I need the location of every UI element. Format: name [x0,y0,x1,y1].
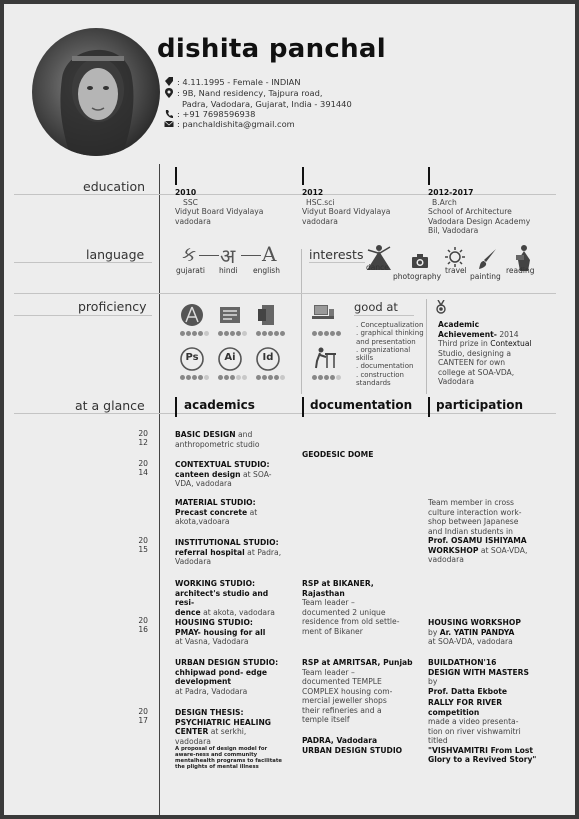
rating-dot-filled [274,331,279,336]
item-subtitle: WORKSHOP [428,545,479,555]
skill-dots-desk [312,328,342,336]
gujarati-glyph: ક [182,242,197,266]
item-text: akota,vadoara [175,517,230,526]
good-at-item: standards [356,379,391,388]
year-marker: 20 14 [138,459,148,477]
item-text: at Padra, Vadodara [175,686,248,696]
education-entry [302,188,390,226]
timeline-tick [302,397,304,417]
divider [14,262,152,263]
award-title-1: Academic [438,320,480,329]
item-title: MATERIAL STUDIO: [175,498,256,507]
rating-dot-filled [330,375,335,380]
rating-dot-filled [280,331,285,336]
resume-page [4,4,575,815]
rating-dot-filled [256,331,261,336]
item-text: residence from old settle- [302,617,400,626]
header-documentation: documentation [310,398,413,412]
skill-label: Ps [185,352,199,363]
rating-dot-filled [318,375,323,380]
item-text: at serkhi, [208,727,247,736]
skill-label: Ai [224,352,236,363]
good-at-item: . organizational [356,345,411,354]
year-marker: 20 12 [138,429,148,447]
language-label: english [253,266,280,275]
item-subtitle: URBAN DESIGN STUDIO [302,745,403,755]
timeline-tick [428,167,430,185]
timeline-tick [302,167,304,185]
divider [301,299,302,394]
rating-dot-filled [312,375,317,380]
section-interests: interests [309,247,364,262]
item-text: Team leader – [302,598,355,607]
education-degree: HSC.sci [306,197,335,207]
education-line3: Vadodara Design Academy [428,216,531,226]
connector [199,255,219,256]
rating-dot-empty [242,331,247,336]
academic-item [175,460,287,489]
item-title: BASIC DESIGN [175,430,236,439]
year-marker: 20 17 [138,707,148,725]
item-text: culture interaction work- [428,507,522,517]
skill-dots [180,372,210,380]
email-line [166,119,295,129]
item-subtitle: Precast concrete [175,507,248,517]
award-line-2b: Studio, [438,348,465,358]
academic-item [175,618,287,647]
rating-dot-filled [198,331,203,336]
item-subtitle: referral hospital [175,547,245,557]
item-subtitle: CENTER [175,727,209,736]
item-text: shop between Japanese [428,517,519,526]
good-at-item: . construction [356,370,404,379]
education-board: Vidyut Board Vidyalaya [302,207,391,216]
item-text: at akota, vadodara [200,607,275,617]
academic-item [175,579,287,617]
item-subtitle: PSYCHIATRIC HEALING [175,717,272,727]
rating-dot-filled [218,331,223,336]
hindi-glyph: अ [220,244,236,268]
award-line-1: Third prize in [438,339,488,348]
divider [354,315,414,316]
item-text: made a video presenta- [428,717,519,726]
rating-dot-filled [218,375,223,380]
item-title: URBAN DESIGN STUDIO: [175,658,279,667]
item-subtitle: Glory to a Revived Story" [428,755,537,764]
item-title: Prof. OSAMU ISHIYAMA [428,536,527,545]
skill-dots [218,372,248,380]
interest-label: dance [366,263,389,272]
item-text: by [428,627,440,637]
item-text: temple itself [302,715,350,724]
item-text: at Padra, [244,547,282,557]
year-marker: 20 16 [138,616,148,634]
education-place: vadodara [302,216,338,226]
item-text: at [247,507,258,517]
item-text: by [428,677,438,686]
item-subtitle: Ar. YATIN PANDYA [439,627,515,637]
profile-photo [32,28,160,156]
skill-rating [218,321,248,340]
item-note: A proposal of design model for aware-ness and community mentalhealth programs to facilitate the plights of mental illness [175,746,282,770]
dob-text: : 4.11.1995 - Female - INDIAN [177,77,301,87]
item-text: documented TEMPLE [302,677,382,686]
item-subtitle: architect's studio and resi- [175,588,269,607]
rating-dot-filled [318,331,323,336]
item-subtitle: dence [175,607,201,617]
rating-dot-filled [224,375,229,380]
divider [309,262,365,263]
education-degree: SSC [183,197,198,207]
good-at-item: . graphical thinking [356,329,424,338]
timeline-line [159,164,160,815]
divider [301,249,302,299]
rating-dot-filled [186,375,191,380]
item-title: PADRA, Vadodara [302,736,378,745]
camera-icon [412,254,428,268]
education-entry [428,188,530,236]
item-title: GEODESIC DOME [302,450,374,459]
item-title: DESIGN THESIS: [175,708,244,717]
address-text-1: : 9B, Nand residency, Tajpura road, [177,88,323,98]
good-at-item: skills [356,354,374,363]
skill-rating [256,321,286,340]
item-subtitle: canteen design [175,469,241,479]
divider [426,299,427,394]
item-title: WORKING STUDIO: [175,579,256,588]
documentation-item [302,450,414,460]
good-at-item: . Conceptualization [356,321,424,329]
header-participation: participation [436,398,524,412]
timeline-tick [428,397,430,417]
envelope-icon [164,119,174,129]
item-title: RSP at BIKANER, Rajasthan [302,579,374,598]
academic-item [175,430,287,449]
skill-rating [180,321,210,340]
skill-dots [256,328,286,336]
divider [14,293,556,294]
rating-dot-empty [236,375,241,380]
item-text: Team member in cross [428,498,515,507]
timeline-tick [175,397,177,417]
interest-label: travel [445,266,467,275]
location-pin-icon [164,88,174,98]
section-education: education [83,179,146,194]
item-subtitle: Prof. Datta Ekbote [428,686,508,696]
item-text: tion on river vishwamitri [428,726,521,736]
participation-item [428,658,540,696]
good-at-item: . documentation [356,362,414,371]
email-text: : panchaldishita@gmail.com [177,119,295,129]
item-text: anthropometric studio [175,439,260,449]
item-title: RSP at AMRITSAR, Punjab [302,658,413,667]
good-at-list [356,321,424,387]
skill-rating [218,365,248,384]
skill-rating [312,365,342,384]
item-title: RALLY FOR RIVER [428,698,503,707]
item-text: Team leader – [302,667,355,677]
rating-dot-empty [336,375,341,380]
item-subtitle: chhipwad pond- edge [175,667,268,677]
education-place: Bil, Vadodara [428,226,479,235]
award-line-4: college at SOA-VDA, [438,367,515,377]
item-text: at SOA-VDA, vadodara [428,637,513,646]
divider [14,315,152,316]
connector [241,255,261,256]
award-bold-1: Contextual [490,339,532,348]
skill-dots [218,328,248,336]
divider [14,413,556,414]
item-text: titled [428,736,448,745]
address-line [166,88,323,98]
item-text: ment of Bikaner [302,626,363,636]
rating-dot-empty [280,375,285,380]
rating-dot-filled [256,375,261,380]
participation-item [428,498,540,565]
rating-dot-filled [186,331,191,336]
education-year: 2010 [175,188,197,197]
item-text: vadodara [175,736,211,746]
skill-dots [256,372,286,380]
item-text: and [235,430,253,439]
phone-text: : +91 7698596938 [177,109,256,119]
skill-rating [180,365,210,384]
good-at-item: and presentation [356,337,416,346]
item-title: HOUSING STUDIO: [175,618,253,627]
skill-rating [256,365,286,384]
skill-dots [180,328,210,336]
documentation-item [302,736,414,755]
timeline-tick [175,167,177,185]
rating-dot-filled [192,331,197,336]
section-language: language [86,247,145,262]
education-year: 2012-2017 [428,188,474,197]
item-subtitle: competition [428,707,480,717]
participation-item [428,698,540,765]
item-title: HOUSING WORKSHOP [428,618,521,627]
item-text: and Indian students in [428,526,513,536]
documentation-item [302,579,414,636]
skill-label: Id [262,352,274,363]
phone-icon [164,109,174,119]
rating-dot-filled [180,375,185,380]
item-text: documented 2 unique [302,607,386,617]
rating-dot-filled [312,331,317,336]
rating-dot-filled [224,331,229,336]
rating-dot-empty [242,375,247,380]
item-text: their refineries and a [302,705,382,715]
language-label: gujarati [176,266,205,275]
tag-icon [164,77,174,87]
award-line-3: CANTEEN for own [438,358,506,367]
rating-dot-filled [268,331,273,336]
education-year: 2012 [302,188,324,197]
item-subtitle: PMAY- housing for all [175,627,266,637]
rating-dot-filled [336,331,341,336]
rating-dot-filled [324,331,329,336]
section-at-a-glance: at a glance [75,398,145,413]
rating-dot-empty [204,331,209,336]
full-name: dishita panchal [157,34,386,64]
rating-dot-filled [324,375,329,380]
item-title: CONTEXTUAL STUDIO: [175,460,270,469]
award-block [438,320,546,387]
award-year: 2014 [499,329,519,339]
rating-dot-empty [204,375,209,380]
item-text: VDA, vadodara [175,479,232,488]
sun-travel-icon [444,246,466,268]
item-subtitle: DESIGN WITH MASTERS [428,667,529,677]
skill-rating [312,321,342,340]
interest-label: photography [393,272,442,281]
participation-item [428,618,540,647]
education-entry [175,188,263,226]
section-proficiency: proficiency [78,299,147,314]
rating-dot-filled [274,375,279,380]
item-text: at Vasna, Vadodara [175,637,249,646]
item-text: mercial jeweller shops [302,696,387,705]
academic-item [175,658,287,696]
dob-line [166,77,301,87]
good-at-title: good at [354,300,398,314]
medal-icon [435,300,447,314]
rating-dot-filled [180,331,185,336]
rating-dot-filled [230,375,235,380]
interest-label: painting [470,272,501,281]
rating-dot-filled [230,331,235,336]
address-text-2: Padra, Vadodara, Gujarat, India - 391440 [182,99,352,109]
phone-line [166,109,255,119]
education-degree: B.Arch [432,197,457,207]
interest-label: reading [506,266,535,275]
rating-dot-filled [262,375,267,380]
award-title-2: Achievement- [438,329,497,339]
award-line-5: Vadodara [438,377,474,386]
english-glyph: A [262,242,277,266]
education-place: vadodara [175,216,211,226]
language-label: hindi [219,266,238,275]
item-text: Vadodara [175,557,211,566]
item-text: at SOA-VDA, [478,545,528,555]
item-text: vadodara [428,555,464,564]
rating-dot-filled [262,331,267,336]
item-text: at SOA- [240,469,272,479]
year-marker: 20 15 [138,536,148,554]
rating-dot-filled [192,375,197,380]
academic-item [175,708,287,770]
documentation-item [302,658,414,725]
skill-dots-drafting [312,372,342,380]
academic-item [175,498,287,527]
rating-dot-filled [330,331,335,336]
education-board: School of Architecture [428,207,512,216]
rating-dot-filled [236,331,241,336]
item-title: INSTITUTIONAL STUDIO: [175,538,279,547]
item-title: BUILDATHON'16 [428,658,497,667]
item-subtitle: development [175,677,232,686]
education-board: Vidyut Board Vidyalaya [175,207,264,216]
rating-dot-filled [198,375,203,380]
header-academics: academics [184,398,255,412]
paintbrush-icon [478,248,498,270]
academic-item [175,538,287,567]
item-text: COMPLEX housing com- [302,686,393,696]
rating-dot-filled [268,375,273,380]
award-line-2: designing a [467,348,512,358]
item-subtitle: "VISHVAMITRI From Lost [428,745,534,755]
